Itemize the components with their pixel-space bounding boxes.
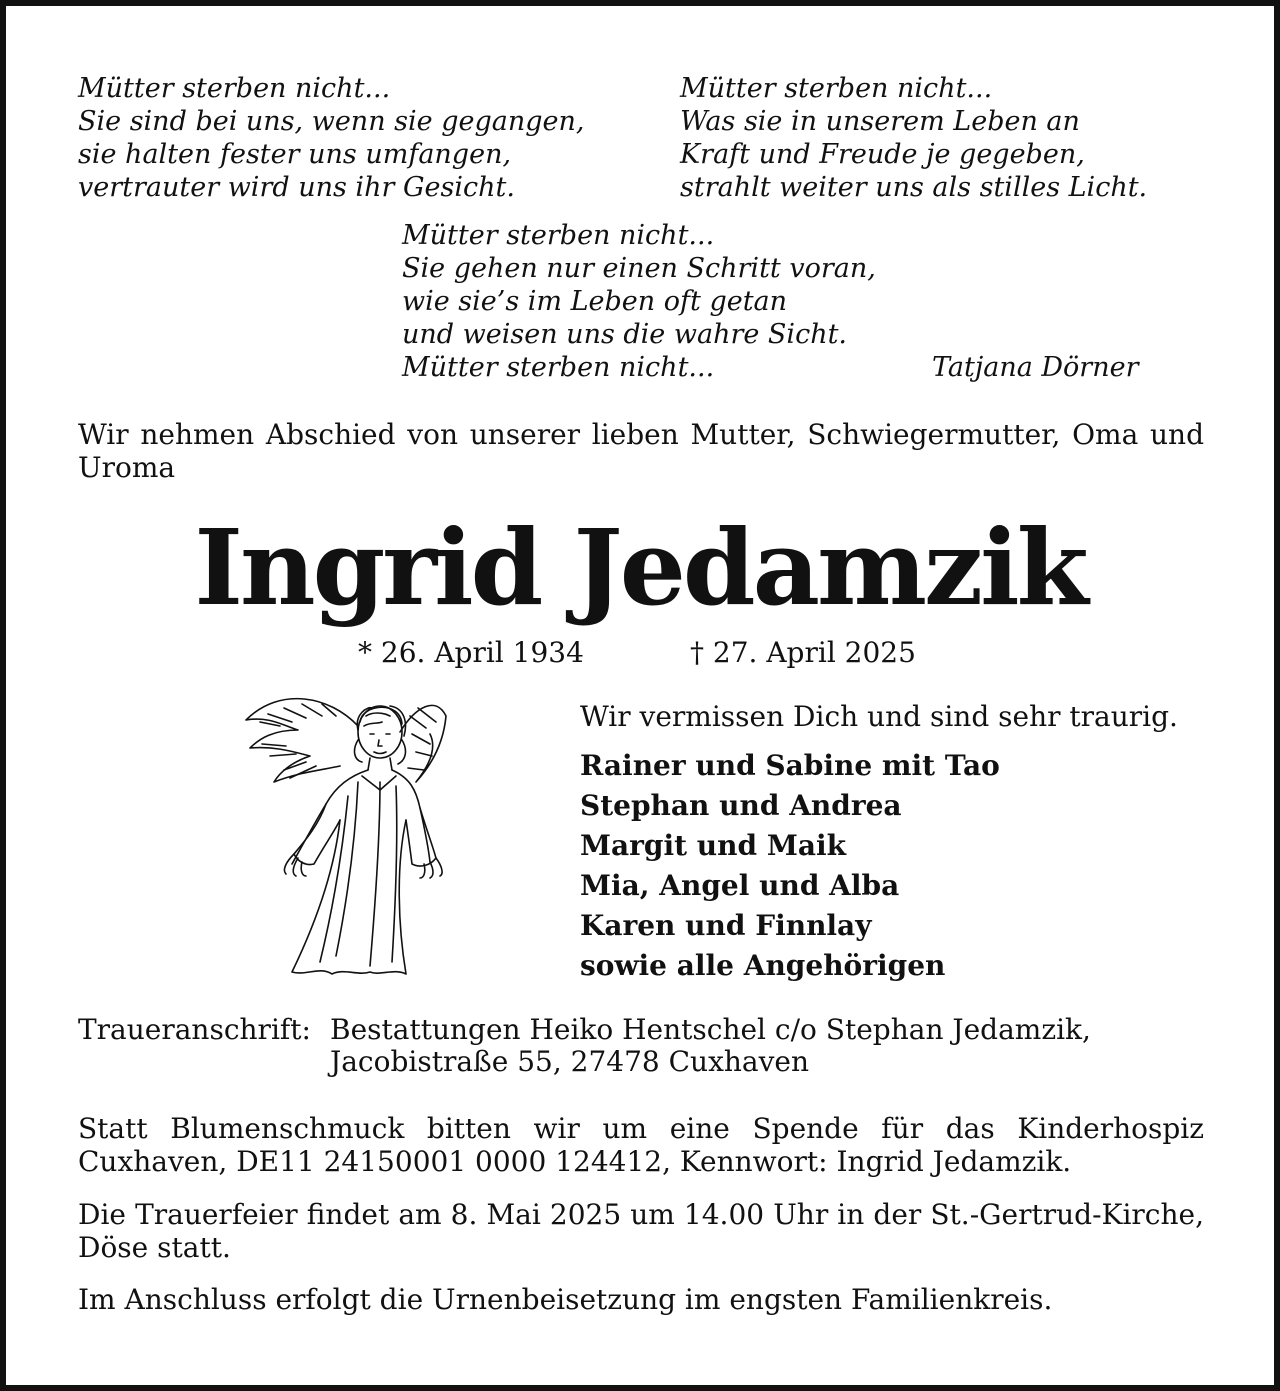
- address-line: Bestattungen Heiko Hentschel c/o Stephan Jedamzik,: [330, 1013, 1091, 1046]
- poem-line: Was sie in unserem Leben an: [680, 106, 1080, 137]
- address-label: Traueranschrift:: [78, 1013, 311, 1046]
- list-item: Stephan und Andrea: [580, 789, 902, 822]
- mourners-list: [580, 746, 1000, 986]
- poem-line: Mütter sterben nicht...: [680, 73, 993, 104]
- poem-line: vertrauter wird uns ihr Gesicht.: [78, 172, 515, 203]
- poem-line: Mütter sterben nicht...: [402, 352, 715, 383]
- poem-line: Sie sind bei uns, wenn sie gegangen,: [78, 106, 585, 137]
- list-item: sowie alle Angehörigen: [580, 949, 946, 982]
- ceremony-text: Die Trauerfeier findet am 8. Mai 2025 um 14.00 Uhr in der St.-Gertrud-Kirche, Döse statt.: [78, 1198, 1204, 1264]
- list-item: Margit und Maik: [580, 829, 846, 862]
- burial-text: Im Anschluss erfolgt die Urnenbeisetzung im engsten Familienkreis.: [78, 1283, 1053, 1316]
- poem-line: wie sie’s im Leben oft getan: [402, 286, 788, 317]
- poem-line: sie halten fester uns umfangen,: [78, 139, 512, 170]
- list-item: Karen und Finnlay: [580, 909, 872, 942]
- list-item: Rainer und Sabine mit Tao: [580, 749, 1000, 782]
- intro-text: Wir nehmen Abschied von unserer lieben Mutter, Schwiegermutter, Oma und Uroma: [78, 418, 1204, 484]
- poem-line: Sie gehen nur einen Schritt voran,: [402, 253, 876, 284]
- poem-line: Mütter sterben nicht...: [78, 73, 391, 104]
- mourners-message: Wir vermissen Dich und sind sehr traurig.: [580, 700, 1178, 733]
- poem-author: Tatjana Dörner: [932, 352, 1139, 383]
- list-item: Mia, Angel und Alba: [580, 869, 900, 902]
- donation-text: Statt Blumenschmuck bitten wir um eine Spende für das Kinderhospiz Cuxhaven, DE11 24150001 0000 124412, Kennwort: Ingrid Jedamzik.: [78, 1112, 1204, 1178]
- deceased-name: Ingrid Jedamzik: [194, 506, 1086, 629]
- angel-illustration-icon: [240, 686, 452, 982]
- birth-date: * 26. April 1934: [358, 636, 584, 669]
- poem-line: und weisen uns die wahre Sicht.: [402, 319, 848, 350]
- poem-line: Mütter sterben nicht...: [402, 220, 715, 251]
- poem-line: strahlt weiter uns als stilles Licht.: [680, 172, 1148, 203]
- death-date: † 27. April 2025: [690, 636, 916, 669]
- poem-line: Kraft und Freude je gegeben,: [680, 139, 1085, 170]
- address-line: Jacobistraße 55, 27478 Cuxhaven: [330, 1045, 810, 1078]
